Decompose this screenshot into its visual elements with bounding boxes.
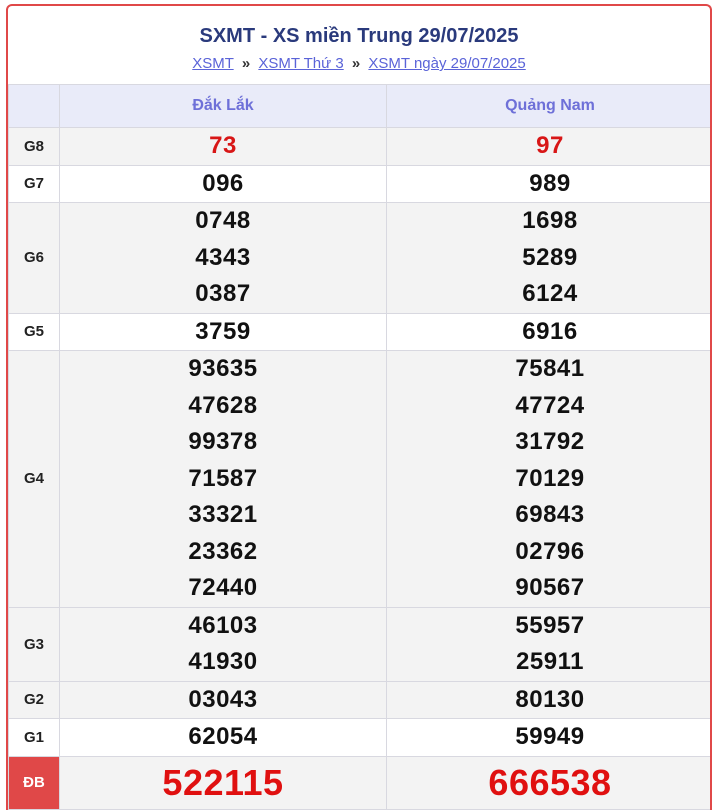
prize-label: G3 [9, 607, 60, 681]
prize-cell-dak-lak [60, 313, 387, 351]
breadcrumb-link-date[interactable]: XSMT ngày 29/07/2025 [368, 55, 526, 72]
prize-cell-quang-nam [387, 681, 713, 719]
prize-number: 70129 [515, 464, 585, 492]
prize-number: 666538 [488, 761, 612, 803]
prize-number: 62054 [188, 723, 258, 750]
prize-number: 59949 [515, 723, 585, 750]
prize-number: 25911 [516, 648, 584, 675]
prize-label: G8 [9, 128, 60, 166]
prize-label: ĐB [9, 756, 60, 809]
prize-row-đb [9, 756, 713, 809]
prize-cell-quang-nam [387, 756, 713, 809]
prize-number: 75841 [515, 355, 585, 382]
breadcrumb-separator: » [351, 55, 361, 72]
prize-number: 71587 [188, 464, 258, 492]
prize-row-g4 [9, 351, 713, 608]
prize-cell-dak-lak [60, 719, 387, 757]
prize-number: 0387 [195, 280, 251, 307]
prize-row-g2 [9, 681, 713, 719]
prize-number: 69843 [515, 501, 585, 528]
prize-rows [9, 128, 713, 810]
breadcrumb-link-weekday[interactable]: XSMT Thứ 3 [258, 55, 344, 72]
prize-cell-quang-nam [387, 313, 713, 351]
prize-number: 47628 [188, 391, 258, 419]
prize-cell-dak-lak [60, 607, 387, 681]
prize-number: 90567 [515, 574, 585, 601]
results-table [8, 84, 712, 810]
prize-label: G2 [9, 681, 60, 719]
prize-number: 3759 [195, 317, 251, 345]
prize-row-g6 [9, 203, 713, 314]
prize-number: 72440 [188, 574, 258, 601]
prize-number: 73 [209, 132, 237, 159]
page-title: SXMT - XS miền Trung 29/07/2025 [199, 25, 519, 47]
prize-number: 522115 [162, 761, 284, 803]
prize-number: 4343 [195, 243, 251, 271]
prize-cell-quang-nam [387, 165, 713, 203]
prize-cell-quang-nam [387, 203, 713, 314]
prize-number: 55957 [515, 611, 585, 639]
results-header [8, 6, 710, 84]
prize-number: 46103 [188, 611, 258, 639]
prize-cell-dak-lak [60, 128, 387, 166]
header-corner-cell [9, 85, 60, 128]
prize-number: 6916 [522, 317, 578, 345]
prize-row-g7 [9, 165, 713, 203]
prize-cell-dak-lak [60, 756, 387, 809]
prize-label: G5 [9, 313, 60, 351]
prize-number: 33321 [188, 501, 258, 528]
prize-cell-dak-lak [60, 203, 387, 314]
prize-number: 6124 [522, 280, 578, 307]
prize-number: 1698 [522, 207, 578, 234]
prize-cell-dak-lak [60, 681, 387, 719]
prize-label: G6 [9, 203, 60, 314]
prize-row-g3 [9, 607, 713, 681]
prize-cell-dak-lak [60, 165, 387, 203]
prize-number: 41930 [188, 648, 258, 675]
prize-number: 0748 [195, 207, 251, 234]
prize-cell-dak-lak [60, 351, 387, 608]
prize-label: G4 [9, 351, 60, 608]
prize-label: G7 [9, 165, 60, 203]
prize-number: 47724 [515, 391, 585, 419]
prize-number: 31792 [515, 428, 585, 455]
prize-number: 02796 [515, 537, 585, 565]
prize-row-g1 [9, 719, 713, 757]
prize-cell-quang-nam [387, 719, 713, 757]
prize-number: 03043 [188, 685, 258, 713]
prize-number: 5289 [522, 243, 578, 271]
prize-number: 23362 [188, 537, 258, 565]
prize-number: 989 [529, 169, 571, 197]
province-header-quang-nam[interactable]: Quảng Nam [387, 85, 713, 128]
breadcrumb [8, 54, 710, 74]
prize-number: 93635 [188, 355, 258, 382]
breadcrumb-link-xsmt[interactable]: XSMT [192, 55, 234, 72]
prize-row-g5 [9, 313, 713, 351]
results-panel [6, 4, 712, 810]
prize-cell-quang-nam [387, 128, 713, 166]
prize-number: 80130 [515, 685, 585, 713]
province-header-row [9, 85, 713, 128]
prize-row-g8 [9, 128, 713, 166]
prize-label: G1 [9, 719, 60, 757]
province-header-dak-lak[interactable]: Đắk Lắk [60, 85, 387, 128]
prize-number: 096 [202, 169, 244, 197]
prize-cell-quang-nam [387, 351, 713, 608]
breadcrumb-separator: » [241, 55, 251, 72]
prize-number: 97 [536, 132, 564, 159]
prize-number: 99378 [188, 428, 258, 455]
prize-cell-quang-nam [387, 607, 713, 681]
